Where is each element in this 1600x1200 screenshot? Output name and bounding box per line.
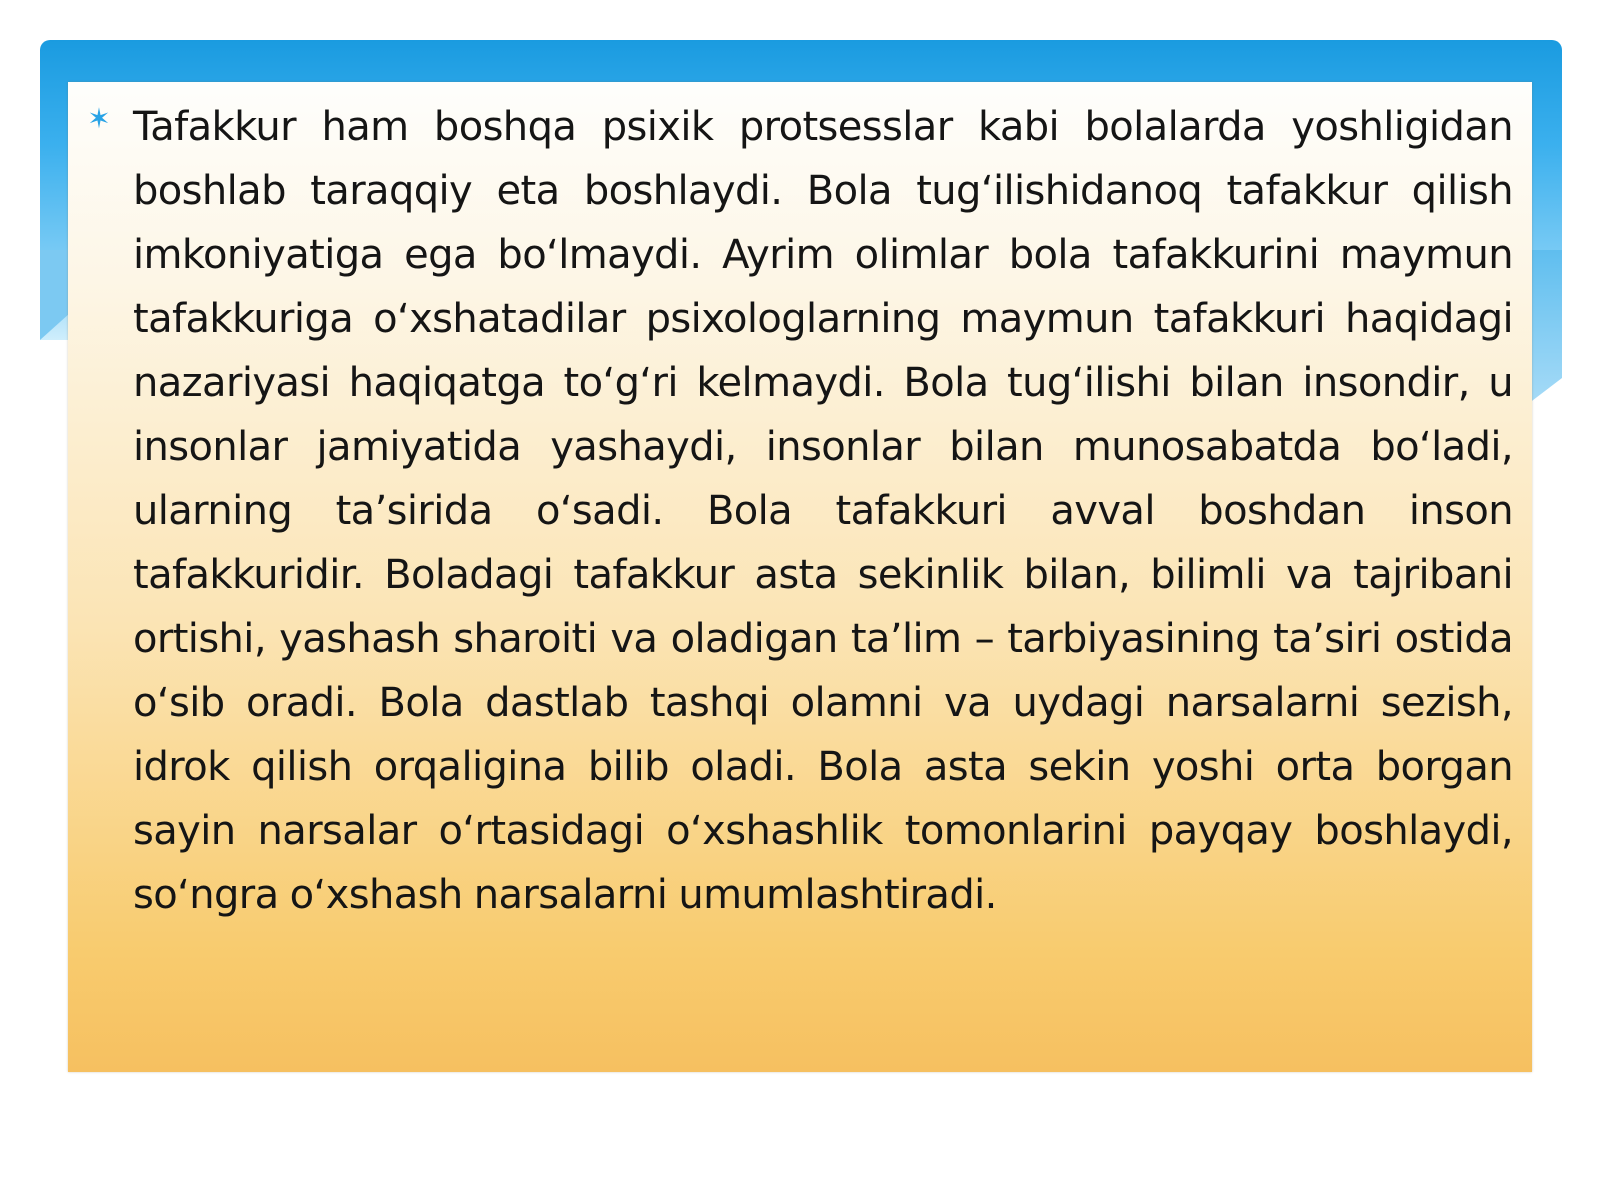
body-paragraph: Tafakkur ham boshqa psixik protsesslar kabi bolalarda yoshligidan boshlab taraqqiy eta boshlaydi. Bola tug‘ilishidanoq tafakkur qilish imkoniyatiga ega bo‘lmaydi. Ayrim olimlar bola tafakkurini maymun tafakkuriga o‘xshatadilar psixologlarning maymun tafakkuri haqidagi nazariyasi haqiqatga to‘g‘ri kelmaydi. Bola tug‘ilishi bilan insondir, u insonlar jamiyatida yashaydi, insonlar bilan munosabatda bo‘ladi, ularning ta’sirida o‘sadi. Bola tafakkuri avval boshdan inson tafakkuridir. Boladagi tafakkur asta sekinlik bilan, bilimli va tajribani ortishi, yashash sharoiti va oladigan ta’lim – tarbiyasining ta’siri ostida o‘sib oradi. Bola dastlab tashqi olamni va uydagi narsalarni sezish, idrok qilish orqaligina bilib oladi. Bola asta sekin yoshi orta borgan sayin narsalar o‘rtasidagi o‘xshashlik tomonlarini payqay boshlaydi, so‘ngra o‘xshash narsalarni umumlashtiradi. bbox=[133, 104, 1513, 918]
star-bullet-icon: ✶ bbox=[87, 102, 111, 135]
